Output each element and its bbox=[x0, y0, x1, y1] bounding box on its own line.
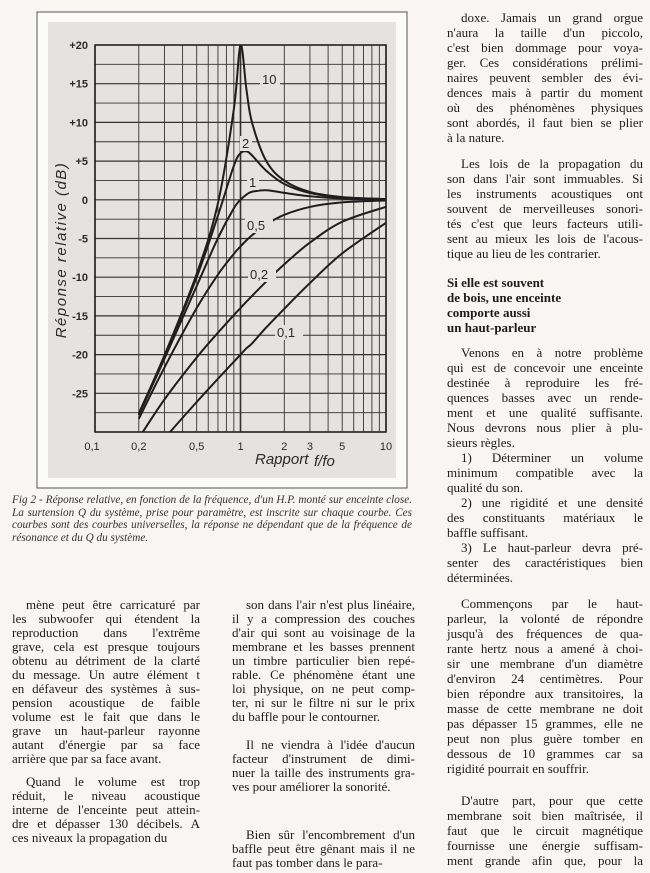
text-line: membrane et les basses prennent bbox=[232, 639, 415, 654]
x-tick-label: 0,5 bbox=[189, 441, 205, 453]
text-line: ment et une qualité suffisante. bbox=[447, 405, 643, 420]
text-line: sir une membrane d'un diamètre bbox=[447, 656, 643, 671]
text-line: un haut-parleur bbox=[447, 320, 537, 335]
text-line: sieurs règles. bbox=[447, 435, 515, 450]
text-line: Commençons par le haut- bbox=[461, 596, 643, 611]
figure-frequency-response bbox=[0, 0, 420, 490]
text-line: Bien sûr l'encombrement d'un bbox=[246, 827, 415, 842]
paragraph bbox=[12, 775, 200, 845]
paragraph bbox=[447, 156, 643, 261]
chart-grid bbox=[95, 45, 386, 432]
text-line: faut pas tomber dans le para- bbox=[232, 855, 383, 870]
text-line: mène peut être carricaturé par bbox=[26, 597, 200, 612]
text-line: loi physique, on ne peut comp- bbox=[232, 681, 415, 696]
text-line: dences mais à partir du moment bbox=[447, 85, 643, 100]
text-line: dre et dépasser 130 décibels. A bbox=[12, 816, 200, 831]
text-line: quences basses avec un rende- bbox=[447, 390, 643, 405]
x-tick-label: 0,2 bbox=[131, 441, 147, 453]
text-line: un timbre particulier bien repé- bbox=[232, 653, 415, 668]
y-tick-label: +10 bbox=[69, 117, 88, 130]
text-line: reproduction dans l'extrême bbox=[12, 625, 200, 640]
text-line: destinée à reproduire les fré- bbox=[447, 375, 643, 390]
text-line: sent au mieux les lois de l'acous- bbox=[447, 231, 643, 246]
paragraph bbox=[232, 738, 415, 794]
text-line: c'est bien dommage pour voya- bbox=[447, 40, 643, 55]
section-heading bbox=[447, 275, 643, 335]
text-line: Nous devrons nous plier à plu- bbox=[447, 420, 643, 435]
y-axis-title: Réponse relative (dB) bbox=[53, 161, 70, 339]
y-tick-label: 0 bbox=[81, 194, 88, 207]
text-line: faut que le circuit magnétique bbox=[447, 823, 643, 838]
text-line: grave, cela est presque toujours bbox=[12, 639, 200, 654]
figure-background bbox=[48, 22, 396, 478]
curve-label: 10 bbox=[262, 72, 277, 87]
y-tick-label: +20 bbox=[69, 40, 88, 52]
figure-caption: Fig 2 - Réponse relative, en fonction de la fréquence, d'un H.P. monté sur enceinte close. La surtension Q du système, prise pour paramètre, est inscrite sur chaque courbe. Ces courbes sont des courbes universelles, la réponse ne dépendant que de la fréquence de résonance et du Q du système. bbox=[12, 494, 412, 544]
text-line: facteur d'instrument de dimi- bbox=[232, 751, 415, 766]
text-line: rante hertz nous a amené à choi- bbox=[447, 641, 643, 656]
text-line: rigidité pourrait en souffrir. bbox=[447, 761, 590, 776]
text-line: ces niveaux la propagation du bbox=[12, 830, 168, 845]
text-line: interne de l'enceinte peut attein- bbox=[12, 802, 200, 817]
paragraph bbox=[447, 10, 643, 145]
text-line: en défaveur des systèmes à sus- bbox=[12, 681, 200, 696]
curve-label: 0,2 bbox=[250, 267, 269, 282]
text-line: d'air qui sont au voisinage de la bbox=[232, 625, 415, 640]
text-line: minimum compatible avec la bbox=[447, 465, 643, 480]
text-line: son dans l'air n'est plus linéaire, bbox=[246, 597, 415, 612]
text-line: 2) une rigidité et une densité bbox=[461, 495, 643, 510]
text-line: Si elle est souvent bbox=[447, 275, 545, 290]
text-line: tés c'est que leurs facteurs utili- bbox=[447, 216, 643, 231]
text-line: baffle peut être gênant mais il ne bbox=[232, 841, 415, 856]
text-line: pas dépasser 15 grammes, elle ne bbox=[447, 716, 643, 731]
text-line: Les lois de la propagation du bbox=[461, 156, 643, 171]
x-tick-label: 1 bbox=[237, 441, 244, 453]
paragraph bbox=[447, 793, 643, 868]
text-line: fournisse une énergie suffisam- bbox=[447, 838, 643, 853]
text-line: 3) Le haut-parleur devra pré- bbox=[461, 540, 643, 555]
text-line: à la nature. bbox=[447, 130, 505, 145]
text-line: masse de cette membrane ne doit bbox=[447, 701, 643, 716]
text-line: volume est le fait que dans le bbox=[12, 709, 200, 724]
x-tick-label: 3 bbox=[306, 441, 313, 453]
text-line: les subwoofer qui étendent la bbox=[12, 611, 200, 626]
y-tick-label: -15 bbox=[72, 310, 88, 323]
paragraph bbox=[447, 495, 643, 540]
text-line: qui est de concevoir une enceinte bbox=[447, 360, 643, 375]
y-tick-label: -20 bbox=[72, 349, 88, 362]
paragraph bbox=[232, 828, 415, 870]
y-tick-label: -10 bbox=[72, 272, 88, 285]
text-line: réduit, le niveau acoustique bbox=[12, 788, 200, 803]
x-tick-label: 2 bbox=[281, 441, 288, 453]
text-line: baffle suffisant. bbox=[447, 525, 529, 540]
x-tick-label: 10 bbox=[379, 441, 393, 453]
x-tick-label: 5 bbox=[339, 441, 346, 453]
text-line: d'environ 24 centimètres. Pour bbox=[447, 671, 643, 686]
text-line: dessous de 10 grammes car sa bbox=[447, 746, 643, 761]
text-line: son dans l'air sont immuables. Si bbox=[447, 171, 643, 186]
text-line: membrane soit bien maîtrisée, il bbox=[447, 808, 643, 823]
y-tick-label: +15 bbox=[69, 78, 88, 91]
y-tick-label: +5 bbox=[75, 156, 88, 169]
text-line: sont abordés, il faut bien se plier bbox=[447, 115, 643, 130]
text-line: naires peuvent sembler des évi- bbox=[447, 70, 643, 85]
text-line: de bois, une enceinte bbox=[447, 290, 562, 305]
paragraph bbox=[12, 598, 200, 766]
text-line: n'aura la taille d'un piccolo, bbox=[447, 25, 643, 40]
y-tick-label: -5 bbox=[78, 233, 88, 246]
text-line: doxe. Jamais un grand orgue bbox=[461, 10, 643, 25]
text-line: Quand le volume est trop bbox=[26, 774, 200, 789]
text-line: parleur, la volonté de répondre bbox=[447, 611, 643, 626]
text-line: grave un haut-parleur rayonne bbox=[12, 723, 200, 738]
text-line: arrière que par sa face avant. bbox=[12, 751, 162, 766]
text-line: où des phénomènes physiques bbox=[447, 100, 643, 115]
curve-label: 0,1 bbox=[277, 325, 296, 340]
text-line: souvent de merveilleuses sonori- bbox=[447, 201, 643, 216]
text-line: senter des caractéristiques bien bbox=[447, 555, 643, 570]
text-line: peut non plus guère tomber en bbox=[447, 731, 643, 746]
text-line: tique au lieu de les contrarier. bbox=[447, 246, 601, 261]
text-line: qualité du son. bbox=[447, 480, 524, 495]
y-tick-label: -25 bbox=[72, 388, 88, 401]
text-line: ves pour améliorer la sonorité. bbox=[232, 779, 391, 794]
text-line: nuer la taille des instruments gra- bbox=[232, 765, 415, 780]
paragraph bbox=[447, 345, 643, 450]
text-line: comporte aussi bbox=[447, 305, 531, 320]
text-line: pension acoustique de faible bbox=[12, 695, 200, 710]
text-line: il y a compression des couches bbox=[232, 611, 415, 626]
paragraph bbox=[232, 598, 415, 724]
text-line: les instruments acoustiques ont bbox=[447, 186, 643, 201]
curve-label: 1 bbox=[249, 175, 257, 190]
text-line: ment grande afin que, pour la bbox=[447, 853, 643, 868]
text-line: déterminées. bbox=[447, 570, 514, 585]
text-line: Venons en à notre problème bbox=[461, 345, 643, 360]
paragraph bbox=[447, 450, 643, 495]
text-line: Il ne viendra à l'idée d'aucun bbox=[246, 737, 415, 752]
text-line: D'autre part, pour que cette bbox=[461, 793, 643, 808]
text-line: obtenu au détriment de la clarté bbox=[12, 653, 200, 668]
x-axis-title-fraction: f/fo bbox=[314, 453, 335, 470]
text-line: du message. Un autre élément t bbox=[12, 667, 200, 682]
x-tick-label: 0,1 bbox=[84, 441, 100, 453]
text-line: ter, ni sur le filtre ni sur le prix bbox=[232, 695, 415, 710]
x-axis-title: Rapport bbox=[255, 451, 309, 468]
curve-label: 2 bbox=[242, 136, 250, 151]
text-line: des constituants matériaux le bbox=[447, 510, 643, 525]
paragraph bbox=[447, 596, 643, 776]
text-line: 1) Déterminer un volume bbox=[461, 450, 643, 465]
text-line: du baffle pour le contourner. bbox=[232, 709, 381, 724]
text-line: jusqu'à des fréquences de qua- bbox=[447, 626, 643, 641]
text-line: bien répondre aux transitoires, la bbox=[447, 686, 643, 701]
text-line: autant d'énergie par sa face bbox=[12, 737, 200, 752]
text-line: ger. Ces considérations prélimi- bbox=[447, 55, 643, 70]
curve-label: 0,5 bbox=[247, 218, 266, 233]
text-line: rable. Ce phénomène étant une bbox=[232, 667, 415, 682]
paragraph bbox=[447, 540, 643, 585]
